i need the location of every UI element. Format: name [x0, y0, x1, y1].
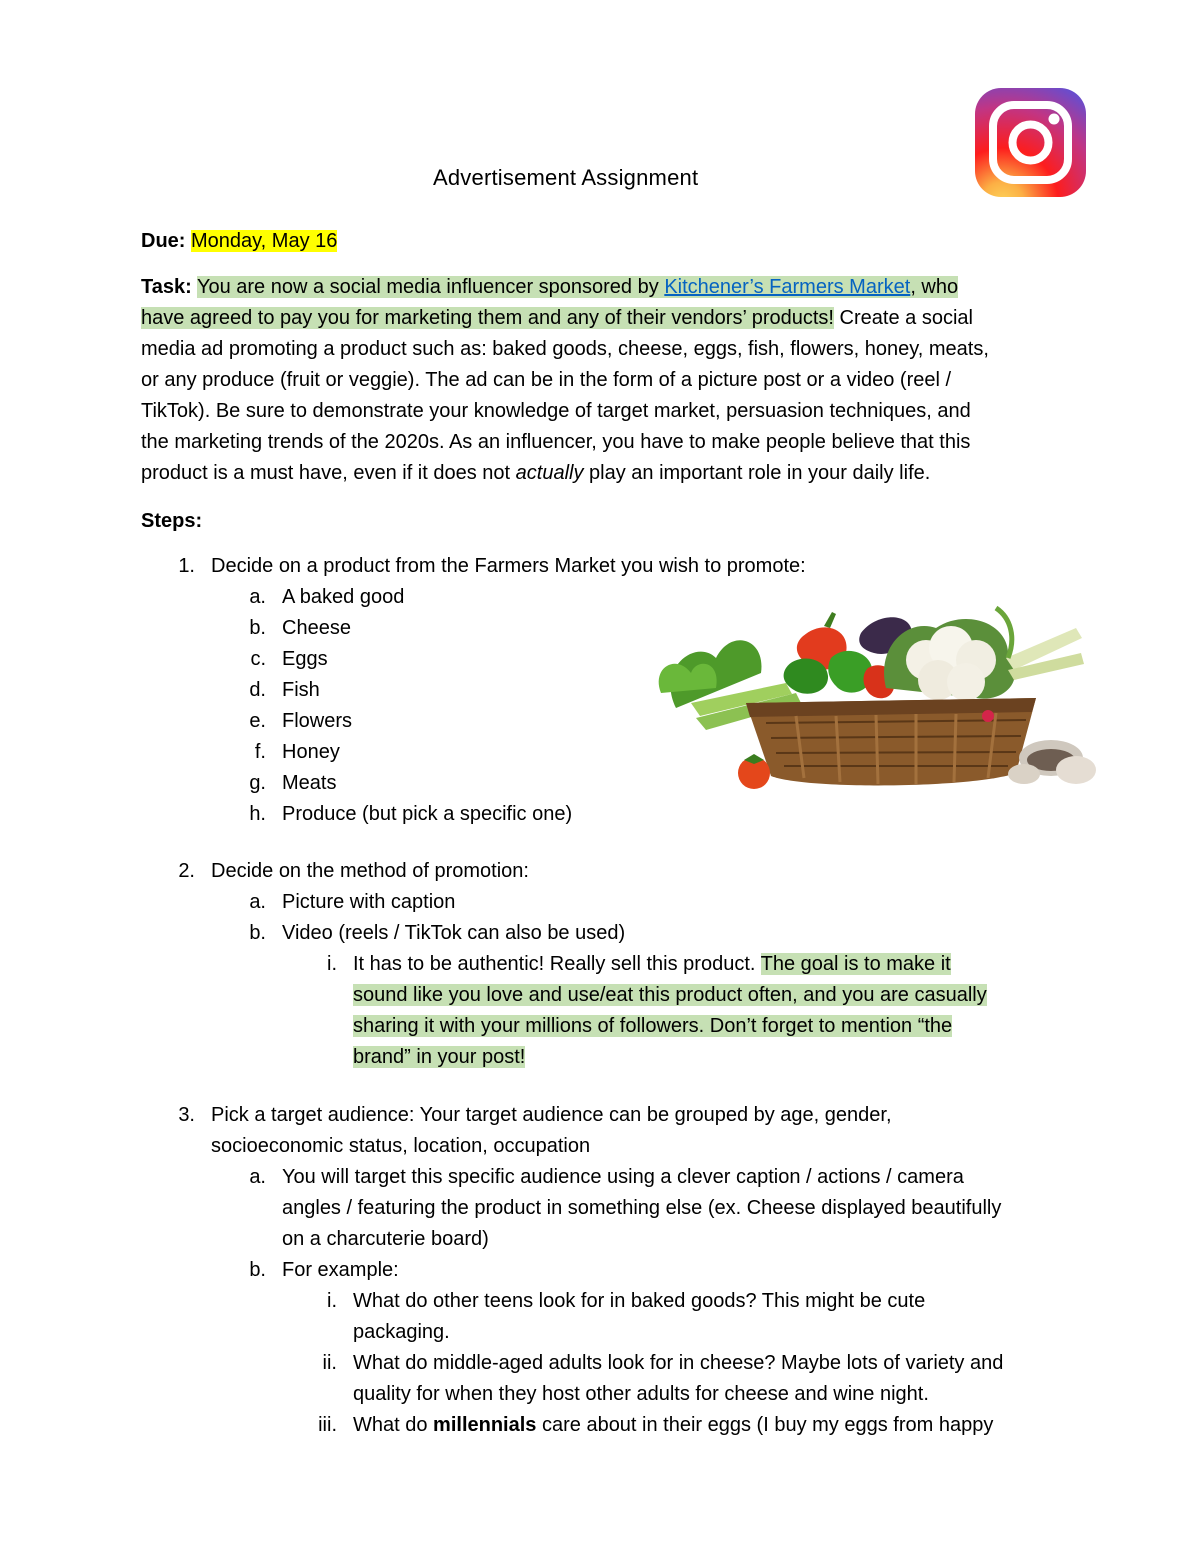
task-line-2	[141, 303, 973, 334]
sub-item-text-highlight: brand” in your post!	[353, 1046, 526, 1068]
step-3-line-2: socioeconomic status, location, occupation	[211, 1135, 591, 1157]
steps-heading-text: Steps:	[141, 510, 203, 532]
sub-item-line-2	[353, 980, 987, 1011]
list-item-letter: h.	[249, 803, 266, 825]
sub-item-text-plain: It has to be authentic! Really sell this product.	[353, 953, 761, 975]
sub-item-text-highlight: sound like you love and use/eat this product often, and you are casually	[353, 984, 987, 1006]
sub-item-text-highlight: sharing it with your millions of followers. Don’t forget to mention “the	[353, 1015, 953, 1037]
step-2-number: 2.	[178, 860, 195, 882]
task-text-1: You are now a social media influencer sponsored by	[196, 276, 659, 298]
list-item: Flowers	[282, 710, 353, 732]
vegetable-basket-icon	[636, 598, 1096, 798]
list-item-letter: c.	[250, 648, 266, 670]
task-text-2-highlight: have agreed to pay you for marketing them and any of their vendors’ products!	[141, 307, 834, 329]
step-1-text: Decide on a product from the Farmers Market you wish to promote:	[211, 555, 806, 577]
steps-heading	[141, 506, 202, 537]
list-item: Eggs	[282, 648, 328, 670]
list-item-line-2: angles / featuring the product in something else (ex. Cheese displayed beautifully	[282, 1197, 1002, 1219]
due-label: Due:	[141, 230, 186, 252]
list-item-letter: a.	[249, 891, 266, 913]
sub-item-line-1	[353, 949, 951, 980]
task-line-6: the marketing trends of the 2020s. As an influencer, you have to make people believe that this	[141, 431, 971, 453]
sub-item-numeral: i.	[327, 1290, 337, 1312]
step-1-number: 1.	[178, 555, 195, 577]
instagram-icon	[975, 88, 1086, 197]
farmers-market-link[interactable]: Kitchener’s Farmers Market	[664, 276, 911, 298]
sub-item-line: What do middle-aged adults look for in cheese? Maybe lots of variety and	[353, 1352, 1004, 1374]
sub-item-text-a: What do	[353, 1414, 434, 1436]
sub-item-text-b: care about in their eggs (I buy my eggs from happy	[536, 1414, 994, 1436]
sub-item-line: What do other teens look for in baked goods? This might be cute	[353, 1290, 926, 1312]
step-2-text: Decide on the method of promotion:	[211, 860, 529, 882]
due-line	[141, 226, 337, 257]
task-line-1	[141, 272, 958, 303]
list-item: Fish	[282, 679, 320, 701]
list-item: Video (reels / TikTok can also be used)	[282, 922, 626, 944]
sub-item-line: quality for when they host other adults for cheese and wine night.	[353, 1383, 929, 1405]
task-text-7a: product is a must have, even if it does not	[141, 462, 516, 484]
task-line-3: media ad promoting a product such as: baked goods, cheese, eggs, fish, flowers, honey, meats,	[141, 338, 989, 360]
sub-item-line	[353, 1410, 993, 1441]
list-item-letter: f.	[254, 741, 266, 763]
task-text-7b: play an important role in your daily life.	[583, 462, 931, 484]
list-item-letter: g.	[249, 772, 266, 794]
step-3-number: 3.	[178, 1104, 195, 1126]
list-item-letter: d.	[249, 679, 266, 701]
list-item: Produce (but pick a specific one)	[282, 803, 573, 825]
list-item: Cheese	[282, 617, 351, 639]
due-date: Monday, May 16	[191, 230, 338, 252]
sub-item-numeral: ii.	[322, 1352, 337, 1374]
page-title: Advertisement Assignment	[433, 165, 699, 190]
sub-item-text-highlight: The goal is to make it	[760, 953, 951, 975]
task-line-7	[141, 458, 930, 489]
list-item-letter: a.	[249, 586, 266, 608]
list-item: For example:	[282, 1259, 399, 1281]
list-item: Honey	[282, 741, 340, 763]
task-line-5: TikTok). Be sure to demonstrate your knowledge of target market, persuasion techniques, and	[141, 400, 971, 422]
list-item-letter: a.	[249, 1166, 266, 1188]
list-item-letter: b.	[249, 1259, 266, 1281]
sub-item-numeral: i.	[327, 953, 337, 975]
sub-item-line: packaging.	[353, 1321, 450, 1343]
task-text-1b: , who	[910, 276, 959, 298]
sub-item-text-bold: millennials	[433, 1414, 537, 1436]
task-label: Task:	[141, 276, 192, 298]
task-text-2-rest: Create a social	[834, 307, 973, 329]
task-text-7-emphasis: actually	[515, 462, 584, 484]
list-item: Picture with caption	[282, 891, 456, 913]
task-line-4: or any produce (fruit or veggie). The ad can be in the form of a picture post or a video (reel /	[141, 369, 952, 391]
sub-item-line-4	[353, 1042, 525, 1073]
step-3-line-1: Pick a target audience: Your target audience can be grouped by age, gender,	[211, 1104, 892, 1126]
sub-item-numeral: iii.	[318, 1414, 337, 1436]
list-item: A baked good	[282, 586, 405, 608]
list-item-letter: b.	[249, 922, 266, 944]
list-item-line-1: You will target this specific audience using a clever caption / actions / camera	[282, 1166, 964, 1188]
list-item-letter: b.	[249, 617, 266, 639]
sub-item-line-3	[353, 1011, 952, 1042]
list-item-letter: e.	[249, 710, 266, 732]
list-item-line-3: on a charcuterie board)	[282, 1228, 489, 1250]
list-item: Meats	[282, 772, 337, 794]
